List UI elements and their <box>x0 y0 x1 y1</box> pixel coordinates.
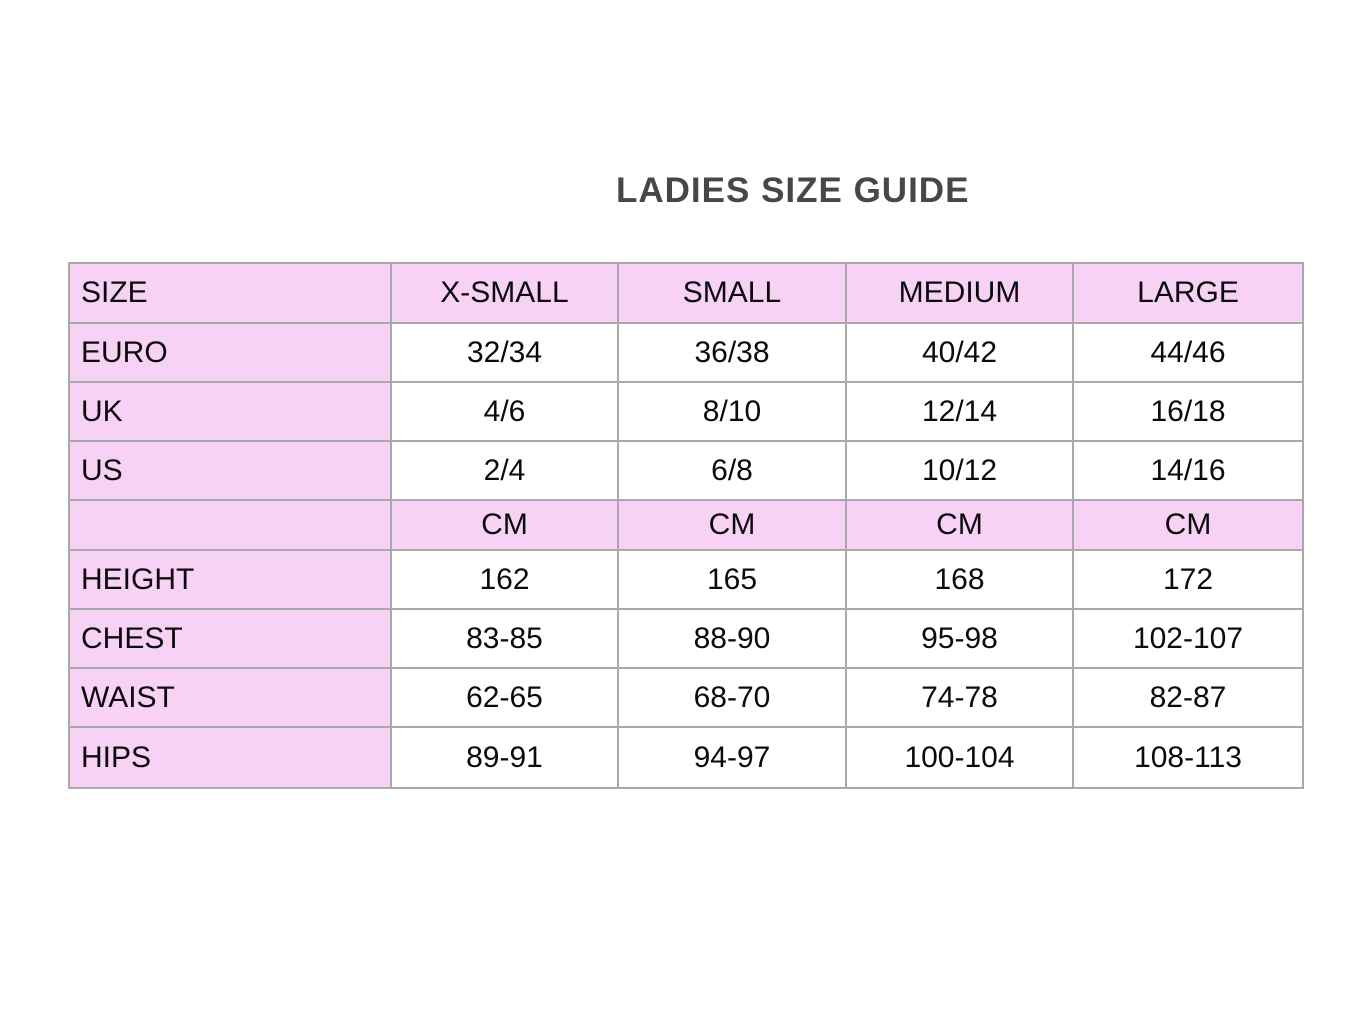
value-cell: 102-107 <box>1073 609 1303 668</box>
header-cell: MEDIUM <box>846 263 1073 323</box>
value-cell: 4/6 <box>391 382 618 441</box>
value-cell: 6/8 <box>618 441 846 500</box>
value-cell: 12/14 <box>846 382 1073 441</box>
row-label-cell: US <box>69 441 391 500</box>
header-cell: X-SMALL <box>391 263 618 323</box>
row-label-cell: HIPS <box>69 727 391 788</box>
row-label-cell <box>69 500 391 550</box>
table-row <box>69 609 1303 668</box>
unit-cell: CM <box>1073 500 1303 550</box>
value-cell: 16/18 <box>1073 382 1303 441</box>
unit-cell: CM <box>618 500 846 550</box>
row-label-cell: HEIGHT <box>69 550 391 609</box>
table-row <box>69 500 1303 550</box>
value-cell: 168 <box>846 550 1073 609</box>
unit-cell: CM <box>391 500 618 550</box>
row-label-cell: WAIST <box>69 668 391 727</box>
table-row <box>69 727 1303 788</box>
table-header-row <box>69 263 1303 323</box>
value-cell: 165 <box>618 550 846 609</box>
size-guide-table <box>68 262 1304 789</box>
value-cell: 74-78 <box>846 668 1073 727</box>
value-cell: 83-85 <box>391 609 618 668</box>
header-cell: LARGE <box>1073 263 1303 323</box>
value-cell: 88-90 <box>618 609 846 668</box>
value-cell: 14/16 <box>1073 441 1303 500</box>
table-row <box>69 668 1303 727</box>
page-title: LADIES SIZE GUIDE <box>616 171 970 210</box>
value-cell: 10/12 <box>846 441 1073 500</box>
value-cell: 2/4 <box>391 441 618 500</box>
value-cell: 89-91 <box>391 727 618 788</box>
value-cell: 94-97 <box>618 727 846 788</box>
value-cell: 172 <box>1073 550 1303 609</box>
header-cell: SMALL <box>618 263 846 323</box>
value-cell: 40/42 <box>846 323 1073 382</box>
size-guide-table-body <box>69 263 1303 788</box>
value-cell: 108-113 <box>1073 727 1303 788</box>
value-cell: 62-65 <box>391 668 618 727</box>
value-cell: 44/46 <box>1073 323 1303 382</box>
value-cell: 162 <box>391 550 618 609</box>
unit-cell: CM <box>846 500 1073 550</box>
row-label-cell: EURO <box>69 323 391 382</box>
header-cell-size: SIZE <box>69 263 391 323</box>
value-cell: 95-98 <box>846 609 1073 668</box>
table-row <box>69 323 1303 382</box>
value-cell: 100-104 <box>846 727 1073 788</box>
row-label-cell: CHEST <box>69 609 391 668</box>
value-cell: 8/10 <box>618 382 846 441</box>
table-row <box>69 382 1303 441</box>
value-cell: 36/38 <box>618 323 846 382</box>
table-row <box>69 441 1303 500</box>
table-row <box>69 550 1303 609</box>
value-cell: 82-87 <box>1073 668 1303 727</box>
value-cell: 32/34 <box>391 323 618 382</box>
row-label-cell: UK <box>69 382 391 441</box>
value-cell: 68-70 <box>618 668 846 727</box>
